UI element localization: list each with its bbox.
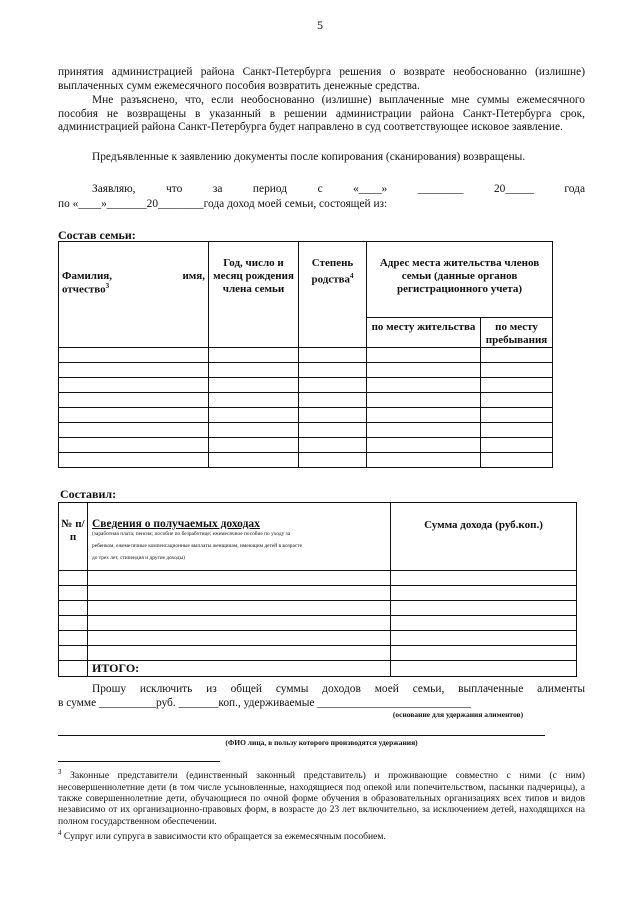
income-table-cell <box>59 586 88 601</box>
income-table-cell <box>59 616 88 631</box>
income-table-cell <box>88 571 391 586</box>
income-table-cell <box>88 646 391 661</box>
family-table-cell <box>59 453 209 468</box>
alimony-line-2: в сумме __________руб. _______коп., удерживаемые ___________________________ <box>58 697 472 709</box>
col-header-relation <box>299 242 367 348</box>
col-header-name <box>59 242 209 348</box>
footnote-separator <box>58 761 220 762</box>
col-header-address: Адрес места жительства членов семьи (данные органов регистрационного учета) <box>367 242 553 318</box>
declaration-line-2: по «____»_______20________года доход моей семьи, состоящей из: <box>58 198 388 210</box>
income-table-cell <box>391 631 577 646</box>
family-table-cell <box>299 363 367 378</box>
footnote-ref-3: 3 <box>105 282 110 290</box>
family-table-row <box>59 438 553 453</box>
family-table-row <box>59 453 553 468</box>
income-section-title: Составил: <box>60 487 117 501</box>
income-table-cell <box>59 646 88 661</box>
income-table-cell <box>88 601 391 616</box>
family-table-cell <box>59 408 209 423</box>
family-table-cell <box>299 408 367 423</box>
income-table-cell <box>391 616 577 631</box>
caption-recipient-name: (ФИО лица, в пользу которого производятся удержания) <box>225 738 418 747</box>
paragraph-documents <box>58 151 585 165</box>
col-header-income-info-title: Сведения о получаемых доходах <box>92 518 260 530</box>
income-info-note-2: ребенком, ежемесячные компенсационные выплаты женщинам, имеющим детей в возрасте <box>92 543 302 549</box>
family-table-cell <box>209 378 299 393</box>
col-header-name-a: Фамилия, <box>62 270 112 282</box>
family-table-cell <box>59 348 209 363</box>
col-header-residence: по месту жительства <box>367 318 481 348</box>
income-table-cell <box>391 571 577 586</box>
family-table-cell <box>209 438 299 453</box>
paragraph-refund-decision: принятия администрацией района Санкт-Петербурга решения о возврате необоснованно (излишне) выплаченных сумм ежемесячного пособия возвратить денежные средства. <box>58 66 585 92</box>
family-table-cell <box>209 348 299 363</box>
family-table <box>58 241 553 468</box>
income-table-row <box>59 631 577 646</box>
income-table-row <box>59 571 577 586</box>
income-table-row <box>59 601 577 616</box>
family-table-cell <box>209 393 299 408</box>
footnote-3-text: Законные представители (единственный законный представитель) и проживающие совместно с ними (с ним) несовершеннолетние дети (в том числе усыновленные, находящиеся под опекой или попечительством, пасынки падчерицы), а также совершеннолетние дети, обучающиеся по очной форме обучения в образовательных организациях всех типов и видов независимо от их организационно-правовых форм, в возрасте до 23 лет включительно, за исключением детей, находящихся на полном государственном обеспечении. <box>58 770 585 827</box>
family-table-cell <box>367 348 481 363</box>
family-table-cell <box>299 393 367 408</box>
income-table <box>58 502 577 677</box>
income-table-cell <box>391 601 577 616</box>
caption-alimony-basis: (основание для удержания алиментов) <box>392 710 524 719</box>
income-total-number-cell <box>59 661 88 677</box>
income-table-row <box>59 646 577 661</box>
income-total-sum-cell <box>391 661 577 677</box>
income-table-cell <box>59 571 88 586</box>
alimony-line-1 <box>58 683 585 697</box>
recipient-name-line <box>58 735 545 736</box>
family-table-cell <box>367 363 481 378</box>
family-table-cell <box>481 348 553 363</box>
family-table-cell <box>481 378 553 393</box>
col-header-stay: по месту пребывания <box>481 318 553 348</box>
income-table-row <box>59 586 577 601</box>
family-table-row <box>59 348 553 363</box>
family-table-cell <box>481 453 553 468</box>
family-table-cell <box>59 438 209 453</box>
footnote-4-text: Супруг или супруга в зависимости кто обращается за ежемесячным пособием. <box>63 831 386 843</box>
col-header-relation-text: Степень родства <box>311 257 354 286</box>
family-table-cell <box>299 348 367 363</box>
family-table-cell <box>481 393 553 408</box>
alimony-line-1-text: Прошу исключить из общей суммы доходов моей семьи, выплаченные алименты <box>92 683 585 695</box>
family-table-row <box>59 378 553 393</box>
family-table-row <box>59 408 553 423</box>
family-table-cell <box>367 453 481 468</box>
paragraph-documents-text: Предъявленные к заявлению документы после копирования (сканирования) возвращены. <box>92 151 526 163</box>
family-table-cell <box>59 378 209 393</box>
family-table-cell <box>209 363 299 378</box>
family-table-cell <box>367 393 481 408</box>
family-table-cell <box>367 423 481 438</box>
family-table-body <box>59 348 553 468</box>
family-section-title: Состав семьи: <box>58 228 136 242</box>
family-table-cell <box>209 408 299 423</box>
family-table-cell <box>481 423 553 438</box>
family-table-cell <box>209 453 299 468</box>
family-table-cell <box>59 363 209 378</box>
family-table-cell <box>481 363 553 378</box>
income-table-cell <box>88 631 391 646</box>
family-table-row <box>59 423 553 438</box>
footnote-3-mark: 3 <box>58 768 62 776</box>
income-table-cell <box>59 631 88 646</box>
col-header-number: № п/п <box>59 503 88 571</box>
income-info-note-3: до трех лет, стипендия и другие доходы) <box>92 555 185 561</box>
col-header-income-info <box>88 503 391 571</box>
family-table-row <box>59 363 553 378</box>
income-table-cell <box>391 646 577 661</box>
family-table-cell <box>481 408 553 423</box>
footnote-ref-4: 4 <box>350 272 354 280</box>
family-table-cell <box>367 408 481 423</box>
income-info-note-1: (заработная плата; пенсия; пособие по безработице; ежемесячное пособие по уходу за <box>92 531 291 537</box>
family-table-row <box>59 393 553 408</box>
family-table-cell <box>299 423 367 438</box>
income-total-label: ИТОГО: <box>88 661 391 677</box>
declaration-line-1 <box>58 183 585 197</box>
income-table-row <box>59 616 577 631</box>
family-table-cell <box>367 438 481 453</box>
col-header-name-c: отчество <box>62 283 106 296</box>
family-table-cell <box>59 393 209 408</box>
family-table-cell <box>299 378 367 393</box>
col-header-name-b: имя, <box>182 270 205 282</box>
paragraph-explanation <box>58 94 585 135</box>
footnote-4 <box>58 828 585 843</box>
family-table-cell <box>209 423 299 438</box>
family-table-cell <box>481 438 553 453</box>
page-number: 5 <box>317 18 323 32</box>
declaration-line-1-text: Заявляю, что за период с «____» ________ 20_____ года <box>92 183 585 195</box>
income-table-cell <box>88 586 391 601</box>
income-table-cell <box>88 616 391 631</box>
family-table-cell <box>367 378 481 393</box>
paragraph-explanation-text: Мне разъяснено, что, если необоснованно (излишне) выплаченные мне суммы ежемесячного пособия не возвращены в указанный в решении администрации района Санкт-Петербурга срок, администрацией района Санкт-Петербурга будет направлено в суд соответствующее исковое заявление. <box>58 94 585 134</box>
family-table-cell <box>299 438 367 453</box>
family-table-cell <box>299 453 367 468</box>
footnote-3 <box>58 767 585 827</box>
income-table-cell <box>59 601 88 616</box>
col-header-birth: Год, число и месяц рождения члена семьи <box>209 242 299 348</box>
family-table-cell <box>59 423 209 438</box>
footnote-4-mark: 4 <box>58 829 62 837</box>
income-table-body <box>59 571 577 661</box>
income-table-cell <box>391 586 577 601</box>
col-header-income-sum: Сумма дохода (руб.коп.) <box>391 503 577 571</box>
